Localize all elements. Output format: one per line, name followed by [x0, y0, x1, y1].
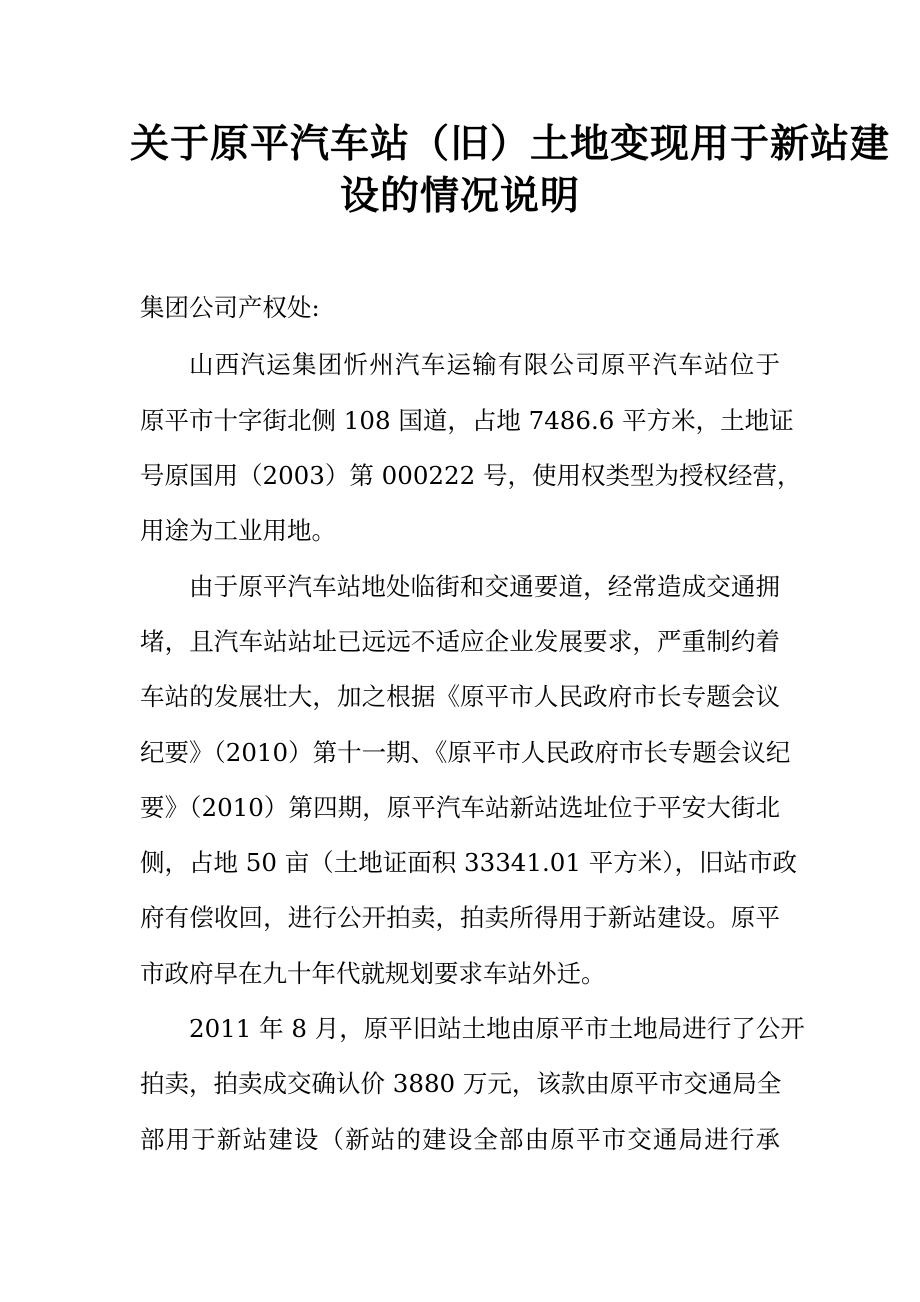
- paragraph-line: 府有偿收回，进行公开拍卖，拍卖所得用于新站建设。原平: [140, 903, 780, 932]
- paragraph-line: 2011 年 8 月，原平旧站土地由原平市土地局进行了公开: [189, 1014, 805, 1043]
- paragraph-line: 车站的发展壮大，加之根据《原平市人民政府市长专题会议: [140, 682, 780, 711]
- paragraph-line: 要》（2010）第四期，原平汽车站新站选址位于平安大街北: [140, 793, 780, 822]
- paragraph-line: 市政府早在九十年代就规划要求车站外迁。: [140, 959, 606, 988]
- salutation: 集团公司产权处:: [140, 293, 320, 322]
- paragraph-line: 号原国用（2003）第 000222 号，使用权类型为授权经营，: [140, 461, 802, 490]
- document-title-line-2: 设的情况说明: [339, 174, 580, 219]
- paragraph-line: 部用于新站建设（新站的建设全部由原平市交通局进行承: [140, 1125, 780, 1154]
- document-title-line-1: 关于原平汽车站（旧）土地变现用于新站建: [130, 122, 891, 167]
- paragraph-line: 侧，占地 50 亩（土地证面积 33341.01 平方米），旧站市政: [140, 848, 797, 877]
- paragraph-line: 纪要》（2010）第十一期、《原平市人民政府市长专题会议纪: [140, 738, 791, 767]
- paragraph-line: 山西汽运集团忻州汽车运输有限公司原平汽车站位于: [189, 350, 780, 379]
- paragraph-line: 原平市十字街北侧 108 国道，占地 7486.6 平方米，土地证: [140, 406, 794, 435]
- paragraph-line: 用途为工业用地。: [140, 516, 336, 545]
- paragraph-line: 拍卖，拍卖成交确认价 3880 万元，该款由原平市交通局全: [140, 1069, 782, 1098]
- paragraph-line: 堵，且汽车站站址已远远不适应企业发展要求，严重制约着: [140, 627, 780, 656]
- paragraph-line: 由于原平汽车站地处临街和交通要道，经常造成交通拥: [189, 572, 780, 601]
